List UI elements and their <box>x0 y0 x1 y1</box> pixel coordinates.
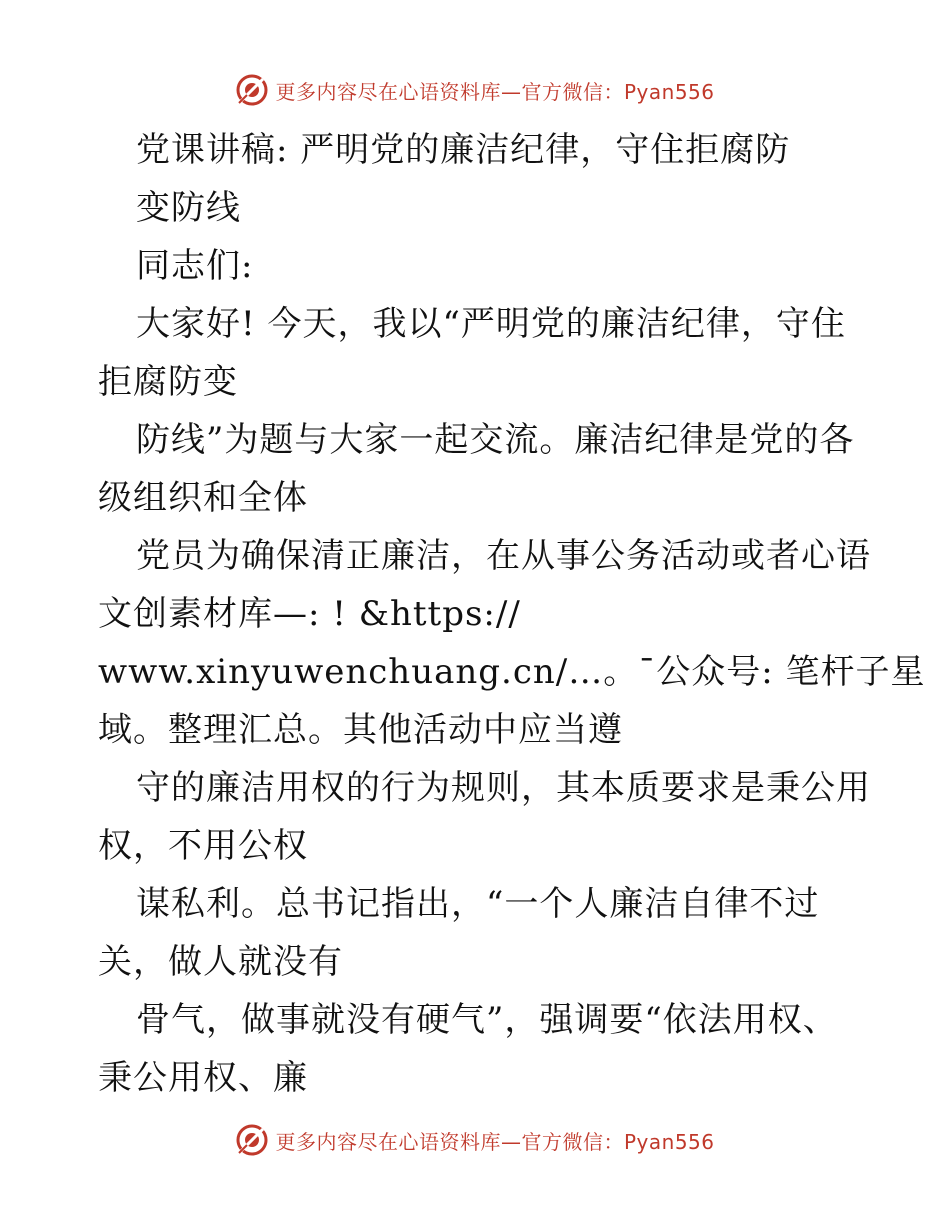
text-line: 党课讲稿: 严明党的廉洁纪律，守住拒腐防 <box>136 130 791 170</box>
text-line: 文创素材库—: ! &https:// <box>98 594 521 634</box>
brand-logo-icon <box>235 73 269 107</box>
text-line: 党员为确保清正廉洁，在从事公务活动或者心语 <box>136 536 871 576</box>
text-line: 级组织和全体 <box>98 478 308 518</box>
text-line: 拒腐防变 <box>98 362 238 402</box>
text-line: 谋私利。总书记指出，“一个人廉洁自律不过 <box>136 884 820 924</box>
text-line: 同志们: <box>136 246 254 286</box>
banner-text: 更多内容尽在心语资料库—官方微信：Pyan556 <box>275 1129 715 1154</box>
document-body <box>98 121 926 1107</box>
header-banner <box>0 70 950 110</box>
banner-text: 更多内容尽在心语资料库—官方微信：Pyan556 <box>275 79 715 104</box>
text-line: 大家好! 今天，我以“严明党的廉洁纪律，守住 <box>136 304 846 344</box>
text-line: 权，不用公权 <box>98 826 308 866</box>
text-line: 骨气，做事就没有硬气”，强调要“依法用权、 <box>136 1000 838 1040</box>
text-line: 域。整理汇总。其他活动中应当遵 <box>98 710 623 750</box>
text-line: 关，做人就没有 <box>98 942 343 982</box>
brand-logo-icon <box>235 1123 269 1157</box>
footer-banner <box>0 1120 950 1160</box>
text-line: 变防线 <box>136 188 241 228</box>
text-line: 守的廉洁用权的行为规则，其本质要求是秉公用 <box>136 768 871 808</box>
text-line: 防线”为题与大家一起交流。廉洁纪律是党的各 <box>136 420 855 460</box>
text-line: www.xinyuwenchuang.cn/…。¯公众号: 笔杆子星 <box>98 652 926 692</box>
text-line: 秉公用权、廉 <box>98 1058 308 1098</box>
